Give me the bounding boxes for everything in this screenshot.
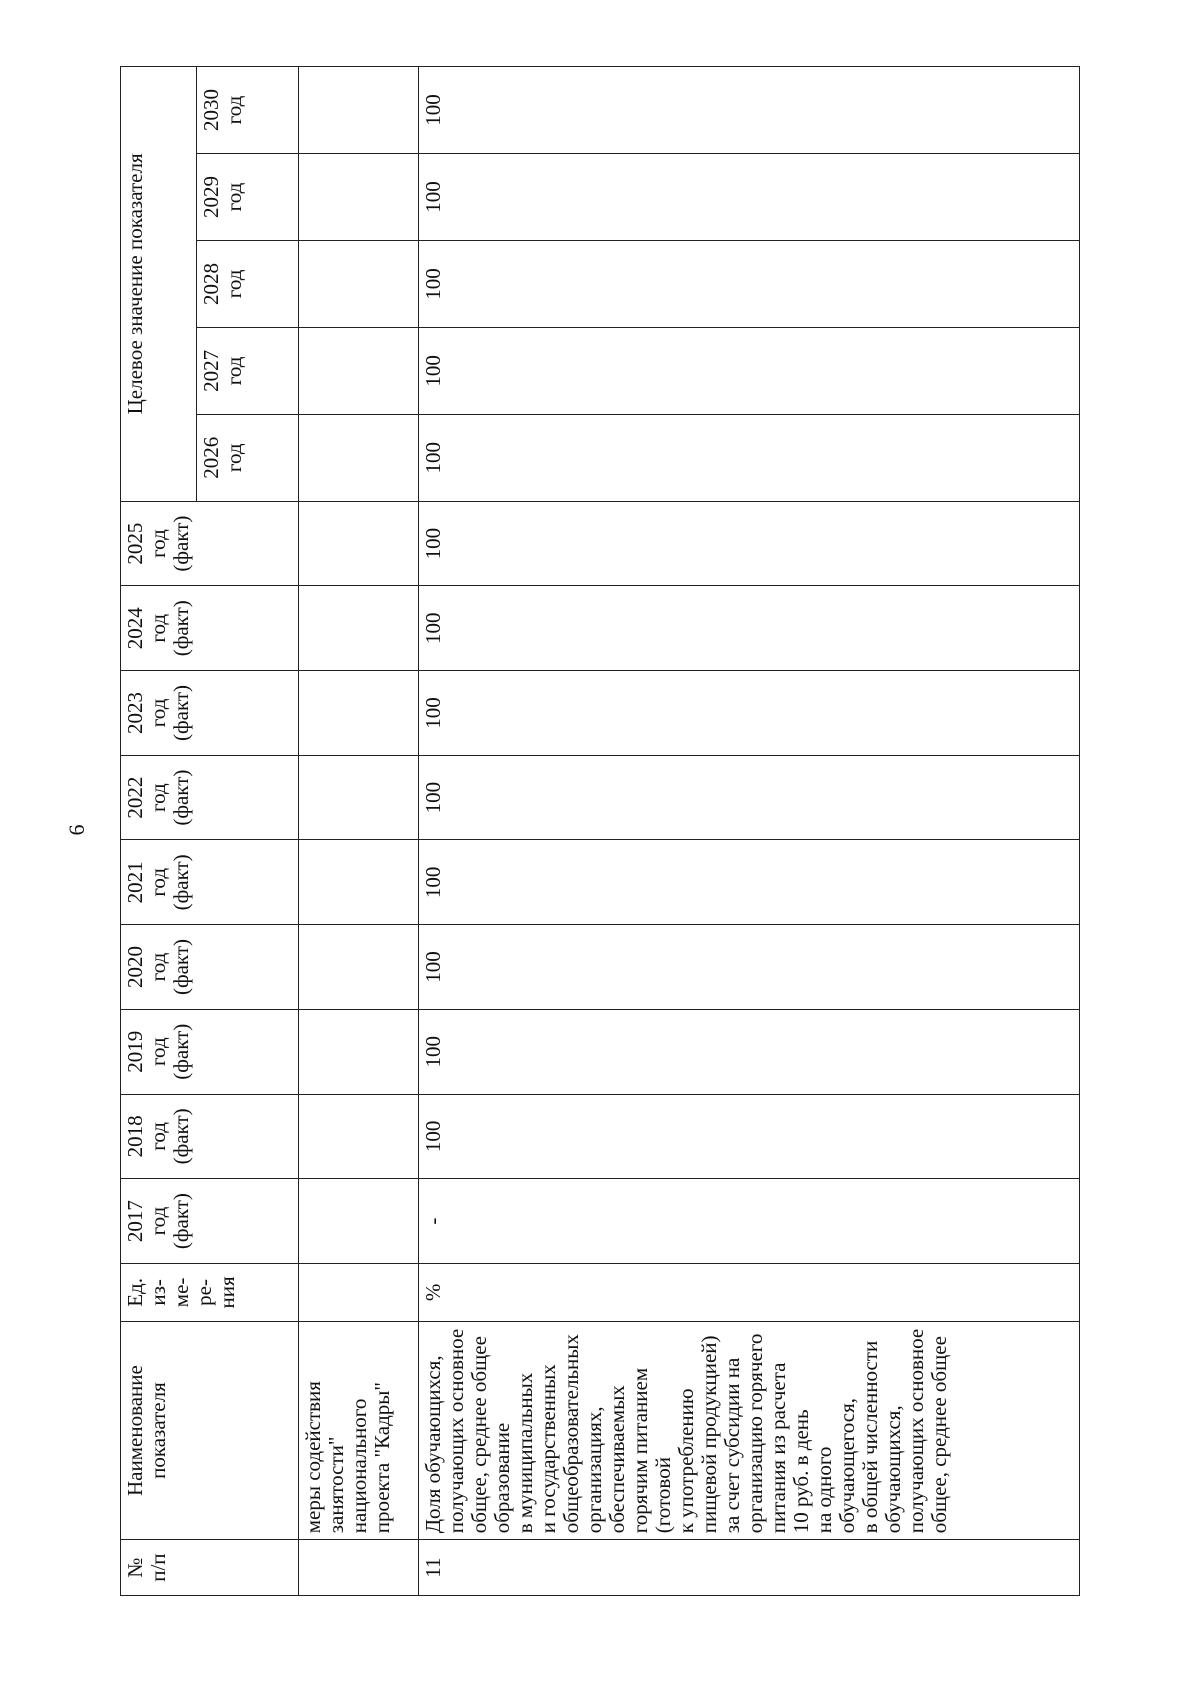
cell-value: 100 bbox=[419, 925, 1080, 1010]
cell-value bbox=[299, 501, 419, 586]
cell-value: - bbox=[419, 1179, 1080, 1264]
header-unit: Ед. из- ме- ре- ния bbox=[121, 1263, 299, 1321]
header-target-year: 2029 год bbox=[197, 154, 299, 241]
cell-value: 100 bbox=[419, 586, 1080, 671]
header-year: 2022 год (факт) bbox=[121, 755, 299, 840]
table-row-continuation bbox=[299, 67, 419, 1596]
cell-value: 100 bbox=[419, 755, 1080, 840]
page-number: 6 bbox=[64, 824, 89, 836]
cell-value: 100 bbox=[419, 327, 1080, 414]
cell-value bbox=[299, 67, 419, 154]
header-year: 2017 год (факт) bbox=[121, 1179, 299, 1264]
header-year: 2019 год (факт) bbox=[121, 1009, 299, 1094]
cell-value bbox=[299, 327, 419, 414]
header-target-group: Целевое значение показателя bbox=[121, 67, 197, 502]
cell-unit bbox=[299, 1263, 419, 1321]
cell-num: 11 bbox=[419, 1540, 1080, 1596]
indicator-table bbox=[120, 66, 1080, 1596]
cell-value: 100 bbox=[419, 67, 1080, 154]
header-name: Наименование показателя bbox=[121, 1321, 299, 1539]
table-row-11 bbox=[419, 67, 1080, 1596]
header-target-year: 2030 год bbox=[197, 67, 299, 154]
cell-unit: % bbox=[419, 1263, 1080, 1321]
header-year: 2025 год (факт) bbox=[121, 501, 299, 586]
cell-value bbox=[299, 671, 419, 756]
rotated-table-wrapper bbox=[120, 66, 1080, 1596]
cell-value: 100 bbox=[419, 240, 1080, 327]
cell-value bbox=[299, 414, 419, 501]
header-year: 2024 год (факт) bbox=[121, 586, 299, 671]
cell-value: 100 bbox=[419, 1009, 1080, 1094]
cell-value bbox=[299, 586, 419, 671]
cell-value: 100 bbox=[419, 840, 1080, 925]
header-row-1 bbox=[121, 67, 197, 1596]
cell-name: меры содействия занятости" национального проекта "Кадры" bbox=[299, 1321, 419, 1539]
cell-value: 100 bbox=[419, 414, 1080, 501]
cell-value: 100 bbox=[419, 671, 1080, 756]
header-target-year: 2027 год bbox=[197, 327, 299, 414]
header-target-year: 2028 год bbox=[197, 240, 299, 327]
header-target-year: 2026 год bbox=[197, 414, 299, 501]
header-year: 2020 год (факт) bbox=[121, 925, 299, 1010]
cell-value: 100 bbox=[419, 501, 1080, 586]
header-year: 2021 год (факт) bbox=[121, 840, 299, 925]
cell-value bbox=[299, 1094, 419, 1179]
cell-value bbox=[299, 240, 419, 327]
header-year: 2018 год (факт) bbox=[121, 1094, 299, 1179]
header-year: 2023 год (факт) bbox=[121, 671, 299, 756]
cell-value: 100 bbox=[419, 1094, 1080, 1179]
cell-value bbox=[299, 1179, 419, 1264]
header-num: № п/п bbox=[121, 1540, 299, 1596]
cell-value bbox=[299, 755, 419, 840]
cell-value: 100 bbox=[419, 154, 1080, 241]
cell-value bbox=[299, 925, 419, 1010]
cell-value bbox=[299, 1009, 419, 1094]
cell-name: Доля обучающихся, получающих основное общее, среднее общее образование в муниципальных и государственных общеобразовательных организациях, обеспечиваемых горячим питанием (готовой к употреблению пищевой продукцией) за счет субсидии на организацию горячего питания из расчета 10 руб. в день на одного обучающегося, в общей численности обучающихся, получающих основное общее, среднее общее bbox=[419, 1321, 1080, 1539]
cell-value bbox=[299, 840, 419, 925]
cell-num bbox=[299, 1540, 419, 1596]
cell-value bbox=[299, 154, 419, 241]
